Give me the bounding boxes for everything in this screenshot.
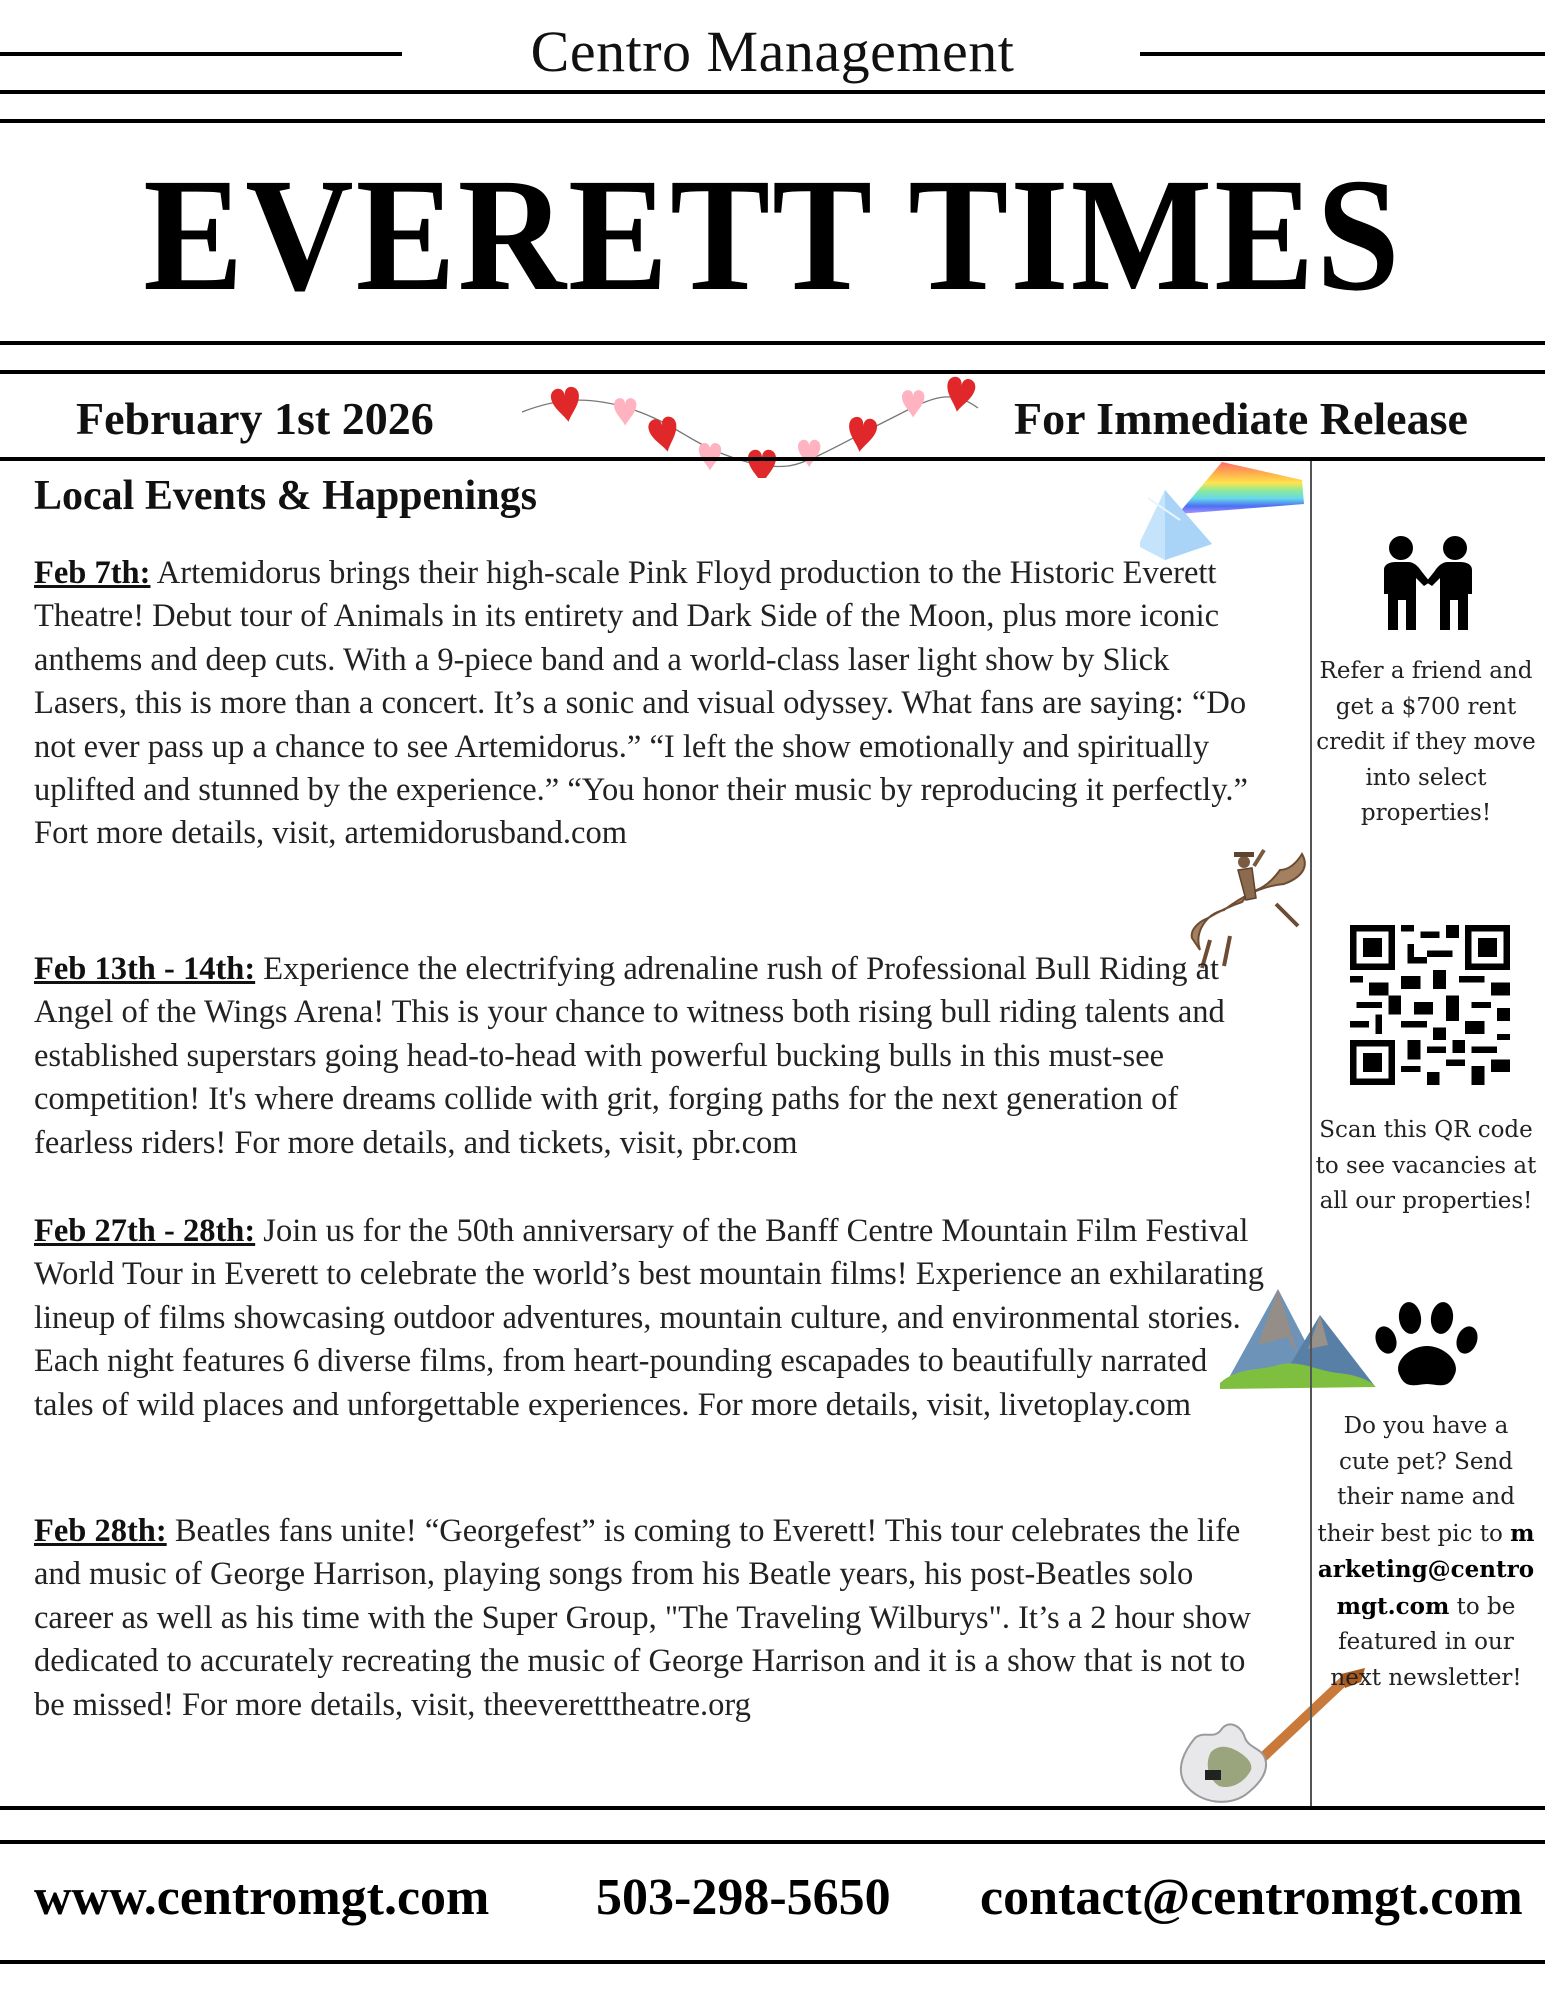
heart-icon <box>550 386 582 424</box>
two-people-handshake-icon <box>1378 534 1478 634</box>
paw-print-icon <box>1372 1302 1482 1394</box>
heart-icon <box>902 390 924 417</box>
event-description: Experience the electrifying adrenaline rush of Professional Bull Riding at Angel of the Wings Arena! This is your chance to witness both rising bull riding talents and established superstars going head-to-head with powerful bucking bulls in this must-see competition! It's where dreams collide with grit, forging paths for the next generation of fearless riders! For more details, and tickets, visit, pbr.com <box>34 951 1225 1161</box>
heart-icon <box>748 450 776 478</box>
event-item <box>34 1210 1269 1427</box>
event-date: Feb 28th: <box>34 1513 167 1549</box>
footer-rule <box>0 1840 1545 1844</box>
event-item <box>34 1510 1269 1727</box>
event-description: Join us for the 50th anniversary of the Banff Centre Mountain Film Festival World Tour in Everett to celebrate the world’s best mountain films! Experience an exhilarating lineup of films showcasing outdoor adventures, mountain culture, and environmental stories. Each night features 6 diverse films, from heart-pounding escapades to beautifully narrated tales of wild places and unforgettable experiences. For more details, visit, livetoplay.com <box>34 1213 1265 1423</box>
heart-icon <box>647 415 682 454</box>
heart-icon <box>846 416 878 454</box>
header-rule <box>0 90 1545 94</box>
referral-promo-text: Refer a friend and get a $700 rent credit if they move into select properties! <box>1316 658 1536 826</box>
event-description: Beatles fans unite! “Georgefest” is coming to Everett! This tour celebrates the life and music of George Harrison, playing songs from his Beatle years, his post-Beatles solo career as well as his time with the Super Group, "The Traveling Wilburys". It’s a 2 hour show dedicated to accurately recreating the music of George Harrison and it is a show that is not to be missed! For more details, visit, theeveretttheatre.org <box>34 1513 1251 1723</box>
sidebar-divider <box>1310 461 1312 1806</box>
marketing-email-link[interactable]: marketing@centromgt.com <box>1317 1519 1535 1620</box>
pet-feature-text-start: Do you have a cute pet? Send their name and their best pic to <box>1317 1413 1515 1547</box>
footer-website-link[interactable]: www.centromgt.com <box>34 1869 490 1926</box>
event-date: Feb 13th - 14th: <box>34 951 256 987</box>
header-rule <box>0 341 1545 345</box>
heart-icon <box>614 398 636 425</box>
footer-rule <box>0 1806 1545 1810</box>
masthead-title: EVERETT TIMES <box>143 145 1402 325</box>
issue-date: February 1st 2026 <box>76 393 434 444</box>
event-description: Artemidorus brings their high-scale Pink Floyd production to the Historic Everett Theatre! Debut tour of Animals in its entirety and Dark Side of the Moon, plus more iconic anthems and deep cuts. With a 9-piece band and a world-class laser light show by Slick Lasers, this is more than a concert. It’s a sonic and visual odyssey. What fans are saying: “Do not ever pass up a chance to see Artemidorus.” “I left the show emotionally and spiritually uplifted and stunned by the experience.” “You honor their music by reproducing it perfectly.” Fort more details, visit, artemidorusband.com <box>34 555 1248 852</box>
mountains-image <box>1218 1285 1378 1395</box>
qr-code-caption: Scan this QR code to see vacancies at all our properties! <box>1315 1117 1537 1214</box>
qr-code[interactable] <box>1350 925 1510 1085</box>
event-item <box>34 552 1269 856</box>
footer-rule <box>0 1960 1545 1964</box>
header-rule <box>0 119 1545 123</box>
brand-name: Centro Management <box>530 19 1015 84</box>
pet-feature-text <box>1315 1409 1537 1696</box>
heart-garland-image <box>518 368 998 478</box>
release-note: For Immediate Release <box>1014 393 1468 444</box>
heart-icon <box>943 376 977 415</box>
footer-phone[interactable]: 503-298-5650 <box>596 1869 891 1926</box>
content-top-rule <box>0 457 1545 461</box>
event-date: Feb 27th - 28th: <box>34 1213 256 1249</box>
pet-feature-text-end: to be featured in our next newsletter! <box>1330 1593 1522 1691</box>
event-date: Feb 7th: <box>34 555 151 591</box>
event-item <box>34 948 1269 1165</box>
section-heading: Local Events & Happenings <box>34 473 537 519</box>
footer-email-link[interactable]: contact@centromgt.com <box>980 1869 1523 1926</box>
